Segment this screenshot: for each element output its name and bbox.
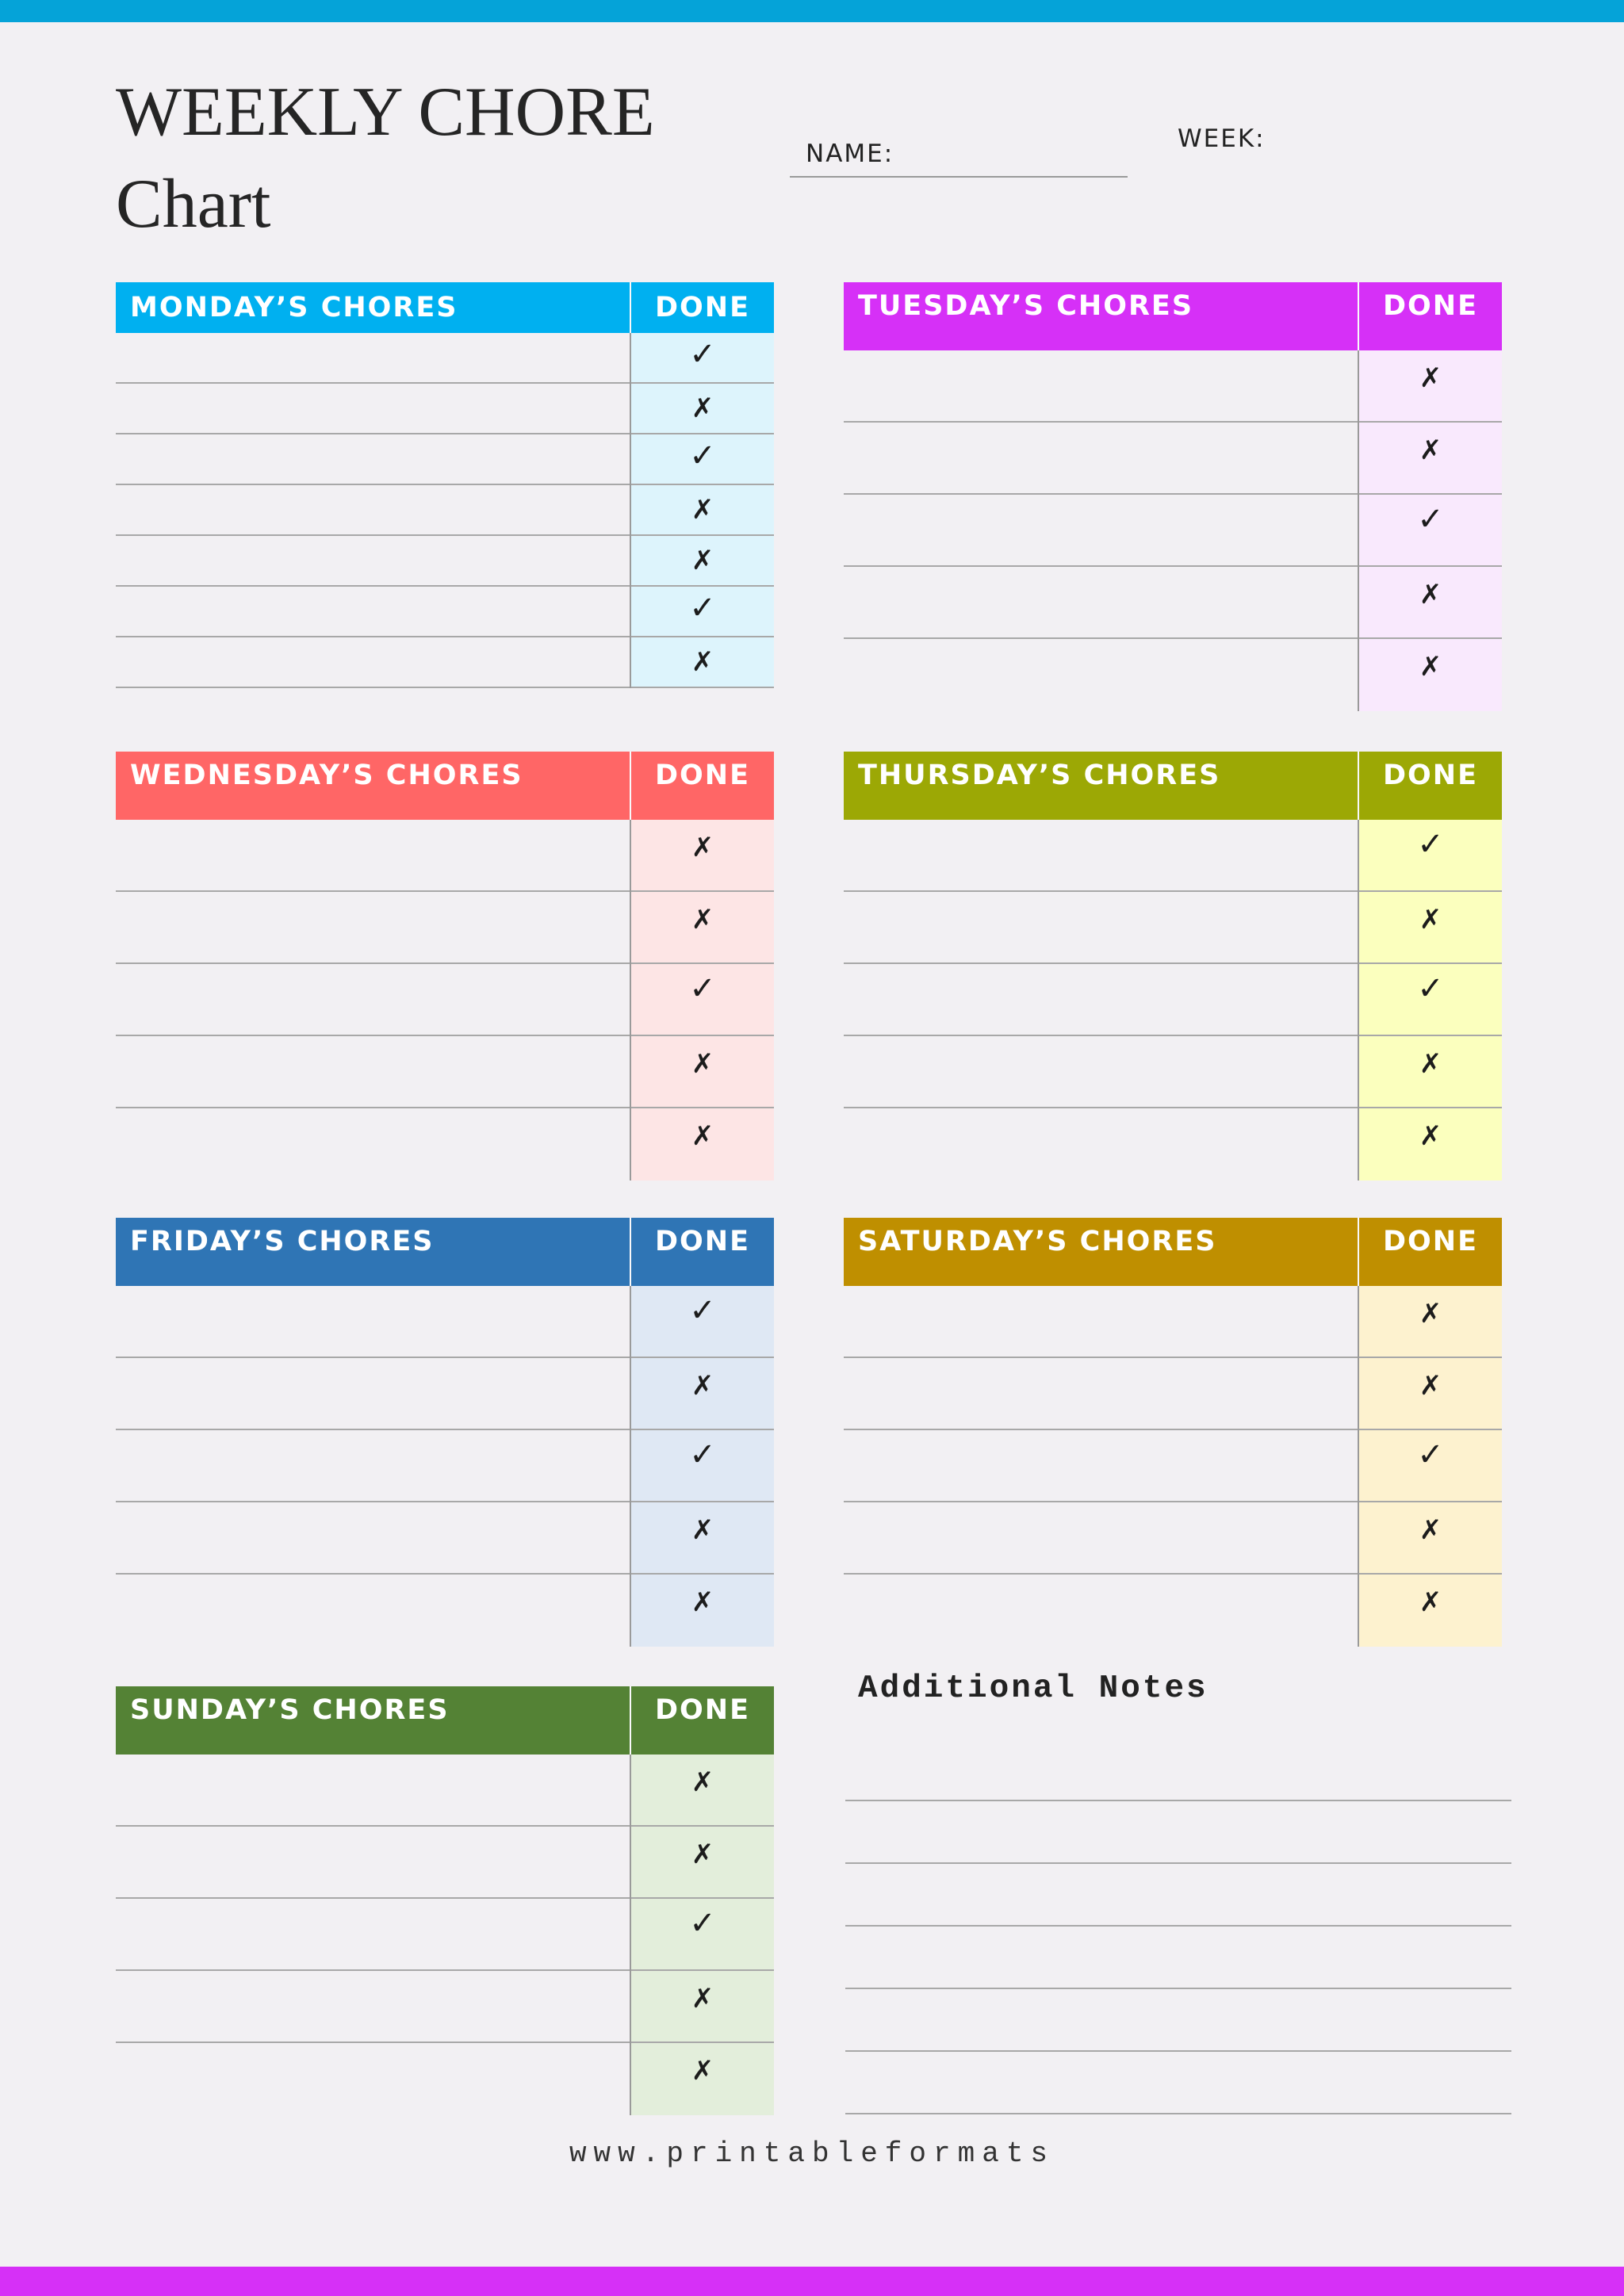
chore-row <box>116 384 774 434</box>
chore-task-field[interactable] <box>844 639 1358 711</box>
chore-row <box>116 892 774 964</box>
chore-row <box>116 434 774 485</box>
done-cell[interactable] <box>1359 1108 1502 1181</box>
chore-task-field[interactable] <box>116 1036 630 1108</box>
done-cell[interactable] <box>631 892 774 964</box>
chore-task-field[interactable] <box>844 1036 1358 1108</box>
done-column-header: DONE <box>631 752 774 820</box>
chore-row <box>116 587 774 637</box>
note-line[interactable] <box>845 2050 1511 2052</box>
done-cell[interactable] <box>1359 1502 1502 1575</box>
done-cell[interactable] <box>1359 1036 1502 1108</box>
chore-task-field[interactable] <box>844 1286 1358 1358</box>
chore-task-field[interactable] <box>116 820 630 892</box>
chore-task-field[interactable] <box>844 567 1358 639</box>
check-mark-icon: ✓ <box>689 1292 716 1329</box>
cross-mark-icon: ✗ <box>1419 1370 1442 1402</box>
note-line[interactable] <box>845 1988 1511 1989</box>
chore-task-field[interactable] <box>844 350 1358 423</box>
chore-row <box>116 1108 774 1181</box>
chore-task-field[interactable] <box>116 587 630 637</box>
chore-row <box>116 1575 774 1647</box>
top-color-band <box>0 0 1624 22</box>
done-cell[interactable] <box>1359 964 1502 1036</box>
chore-task-field[interactable] <box>844 423 1358 495</box>
day-title: TUESDAY’S CHORES <box>844 282 1358 350</box>
chore-row <box>844 892 1502 964</box>
chore-row <box>844 1575 1502 1647</box>
done-cell[interactable] <box>631 964 774 1036</box>
chore-task-field[interactable] <box>116 536 630 587</box>
done-cell[interactable] <box>631 1575 774 1647</box>
chore-row <box>116 1971 774 2043</box>
cross-mark-icon: ✗ <box>691 545 714 576</box>
chore-row <box>844 495 1502 567</box>
chore-task-field[interactable] <box>116 1899 630 1971</box>
cross-mark-icon: ✗ <box>691 1839 714 1870</box>
cross-mark-icon: ✗ <box>691 1983 714 2015</box>
chore-task-field[interactable] <box>116 964 630 1036</box>
cross-mark-icon: ✗ <box>691 2055 714 2087</box>
done-cell[interactable] <box>1359 567 1502 639</box>
day-title: FRIDAY’S CHORES <box>116 1218 630 1286</box>
chore-task-field[interactable] <box>844 495 1358 567</box>
cross-mark-icon: ✗ <box>1419 1298 1442 1330</box>
check-mark-icon: ✓ <box>689 438 716 474</box>
check-mark-icon: ✓ <box>689 336 716 373</box>
chore-row <box>116 1827 774 1899</box>
cross-mark-icon: ✗ <box>691 646 714 678</box>
day-title: SUNDAY’S CHORES <box>116 1686 630 1755</box>
table-header <box>116 1218 774 1286</box>
done-cell[interactable] <box>1359 1575 1502 1647</box>
done-cell[interactable] <box>1359 495 1502 567</box>
done-cell[interactable] <box>631 333 774 384</box>
wednesday-chores-table <box>116 752 774 1181</box>
done-cell[interactable] <box>631 1430 774 1502</box>
chore-row <box>116 637 774 688</box>
check-mark-icon: ✓ <box>689 590 716 626</box>
day-title: MONDAY’S CHORES <box>116 282 630 333</box>
check-mark-icon: ✓ <box>689 970 716 1007</box>
done-cell[interactable] <box>1359 820 1502 892</box>
chore-task-field[interactable] <box>116 1358 630 1430</box>
done-cell[interactable] <box>631 1108 774 1181</box>
chore-task-field[interactable] <box>116 1575 630 1647</box>
note-line[interactable] <box>845 1925 1511 1927</box>
cross-mark-icon: ✗ <box>691 832 714 863</box>
chore-task-field[interactable] <box>844 892 1358 964</box>
additional-notes-title: Additional Notes <box>858 1670 1208 1707</box>
done-cell[interactable] <box>631 384 774 434</box>
chore-task-field[interactable] <box>116 637 630 688</box>
title-line-2: Chart <box>116 166 271 243</box>
chore-task-field[interactable] <box>116 1971 630 2043</box>
chore-row <box>116 1036 774 1108</box>
chore-task-field[interactable] <box>116 1286 630 1358</box>
done-cell[interactable] <box>631 1036 774 1108</box>
chore-row <box>116 1899 774 1971</box>
tuesday-chores-table <box>844 282 1502 711</box>
bottom-color-band <box>0 2267 1624 2296</box>
name-field[interactable] <box>790 176 1128 178</box>
check-mark-icon: ✓ <box>689 1905 716 1942</box>
done-cell[interactable] <box>631 2043 774 2115</box>
table-header <box>844 1218 1502 1286</box>
cross-mark-icon: ✗ <box>1419 1586 1442 1618</box>
done-cell[interactable] <box>1359 892 1502 964</box>
chore-task-field[interactable] <box>116 1502 630 1575</box>
cross-mark-icon: ✗ <box>1419 904 1442 936</box>
chore-row <box>116 1502 774 1575</box>
cross-mark-icon: ✗ <box>1419 362 1442 394</box>
chore-task-field[interactable] <box>116 892 630 964</box>
chore-row <box>116 1286 774 1358</box>
chore-task-field[interactable] <box>844 820 1358 892</box>
done-cell[interactable] <box>1359 350 1502 423</box>
done-cell[interactable] <box>631 1358 774 1430</box>
chore-row <box>844 1358 1502 1430</box>
chore-row <box>116 1430 774 1502</box>
name-label: NAME: <box>806 140 894 168</box>
chore-row <box>844 639 1502 711</box>
done-column-header: DONE <box>631 1218 774 1286</box>
chore-task-field[interactable] <box>116 485 630 536</box>
cross-mark-icon: ✗ <box>691 1514 714 1546</box>
cross-mark-icon: ✗ <box>1419 1514 1442 1546</box>
done-column-header: DONE <box>631 282 774 333</box>
chore-row <box>116 964 774 1036</box>
thursday-chores-table <box>844 752 1502 1181</box>
day-title: THURSDAY’S CHORES <box>844 752 1358 820</box>
cross-mark-icon: ✗ <box>691 1120 714 1152</box>
done-cell[interactable] <box>631 1971 774 2043</box>
done-cell[interactable] <box>1359 1358 1502 1430</box>
cross-mark-icon: ✗ <box>691 1766 714 1798</box>
chore-row <box>116 820 774 892</box>
check-mark-icon: ✓ <box>1417 826 1444 863</box>
table-header <box>116 1686 774 1755</box>
note-line[interactable] <box>845 2113 1511 2114</box>
cross-mark-icon: ✗ <box>691 904 714 936</box>
cross-mark-icon: ✗ <box>691 494 714 526</box>
chore-row <box>116 485 774 536</box>
check-mark-icon: ✓ <box>1417 970 1444 1007</box>
table-header <box>116 282 774 333</box>
chore-row <box>844 423 1502 495</box>
table-header <box>844 282 1502 350</box>
chore-row <box>844 964 1502 1036</box>
cross-mark-icon: ✗ <box>1419 651 1442 683</box>
done-column-header: DONE <box>1359 282 1502 350</box>
done-cell[interactable] <box>631 1755 774 1827</box>
chore-row <box>844 1430 1502 1502</box>
chore-task-field[interactable] <box>116 384 630 434</box>
monday-chores-table <box>116 282 774 688</box>
check-mark-icon: ✓ <box>1417 1437 1444 1473</box>
cross-mark-icon: ✗ <box>691 1586 714 1618</box>
note-line[interactable] <box>845 1862 1511 1864</box>
title-line-1: WEEKLY CHORE <box>116 74 655 151</box>
saturday-chores-table <box>844 1218 1502 1647</box>
check-mark-icon: ✓ <box>689 1437 716 1473</box>
cross-mark-icon: ✗ <box>1419 1048 1442 1080</box>
done-cell[interactable] <box>631 434 774 485</box>
check-mark-icon: ✓ <box>1417 501 1444 538</box>
chore-task-field[interactable] <box>844 1108 1358 1181</box>
chore-task-field[interactable] <box>844 1430 1358 1502</box>
chore-task-field[interactable] <box>844 1575 1358 1647</box>
chore-task-field[interactable] <box>116 1108 630 1181</box>
cross-mark-icon: ✗ <box>691 1048 714 1080</box>
done-cell[interactable] <box>631 1502 774 1575</box>
chore-row <box>116 1755 774 1827</box>
chore-task-field[interactable] <box>116 1430 630 1502</box>
cross-mark-icon: ✗ <box>1419 579 1442 610</box>
sunday-chores-table <box>116 1686 774 2115</box>
done-cell[interactable] <box>631 1286 774 1358</box>
footer-url: www.printableformats <box>569 2137 1055 2170</box>
day-title: WEDNESDAY’S CHORES <box>116 752 630 820</box>
cross-mark-icon: ✗ <box>691 1370 714 1402</box>
note-line[interactable] <box>845 1800 1511 1801</box>
done-cell[interactable] <box>1359 639 1502 711</box>
done-cell[interactable] <box>631 1899 774 1971</box>
chore-task-field[interactable] <box>844 964 1358 1036</box>
done-cell[interactable] <box>631 587 774 637</box>
done-cell[interactable] <box>631 485 774 536</box>
cross-mark-icon: ✗ <box>1419 1120 1442 1152</box>
chore-row <box>844 350 1502 423</box>
done-column-header: DONE <box>1359 1218 1502 1286</box>
done-column-header: DONE <box>1359 752 1502 820</box>
week-label: WEEK: <box>1178 124 1266 153</box>
table-header <box>116 752 774 820</box>
done-cell[interactable] <box>631 820 774 892</box>
chore-row <box>844 567 1502 639</box>
chore-row <box>844 820 1502 892</box>
friday-chores-table <box>116 1218 774 1647</box>
page-title <box>116 67 734 243</box>
chore-task-field[interactable] <box>116 2043 630 2115</box>
chore-task-field[interactable] <box>844 1502 1358 1575</box>
chore-row <box>116 1358 774 1430</box>
cross-mark-icon: ✗ <box>1419 434 1442 466</box>
table-header <box>844 752 1502 820</box>
done-cell[interactable] <box>631 1827 774 1899</box>
done-cell[interactable] <box>631 536 774 587</box>
chore-row <box>116 333 774 384</box>
done-cell[interactable] <box>631 637 774 688</box>
done-cell[interactable] <box>1359 423 1502 495</box>
chore-task-field[interactable] <box>116 434 630 485</box>
done-cell[interactable] <box>1359 1286 1502 1358</box>
chore-row <box>844 1286 1502 1358</box>
chore-row <box>844 1108 1502 1181</box>
chore-task-field[interactable] <box>116 333 630 384</box>
chore-row <box>844 1502 1502 1575</box>
chore-row <box>116 536 774 587</box>
day-title: SATURDAY’S CHORES <box>844 1218 1358 1286</box>
chore-task-field[interactable] <box>116 1755 630 1827</box>
done-column-header: DONE <box>631 1686 774 1755</box>
chore-task-field[interactable] <box>116 1827 630 1899</box>
cross-mark-icon: ✗ <box>691 392 714 424</box>
chore-task-field[interactable] <box>844 1358 1358 1430</box>
done-cell[interactable] <box>1359 1430 1502 1502</box>
chore-row <box>116 2043 774 2115</box>
chore-row <box>844 1036 1502 1108</box>
